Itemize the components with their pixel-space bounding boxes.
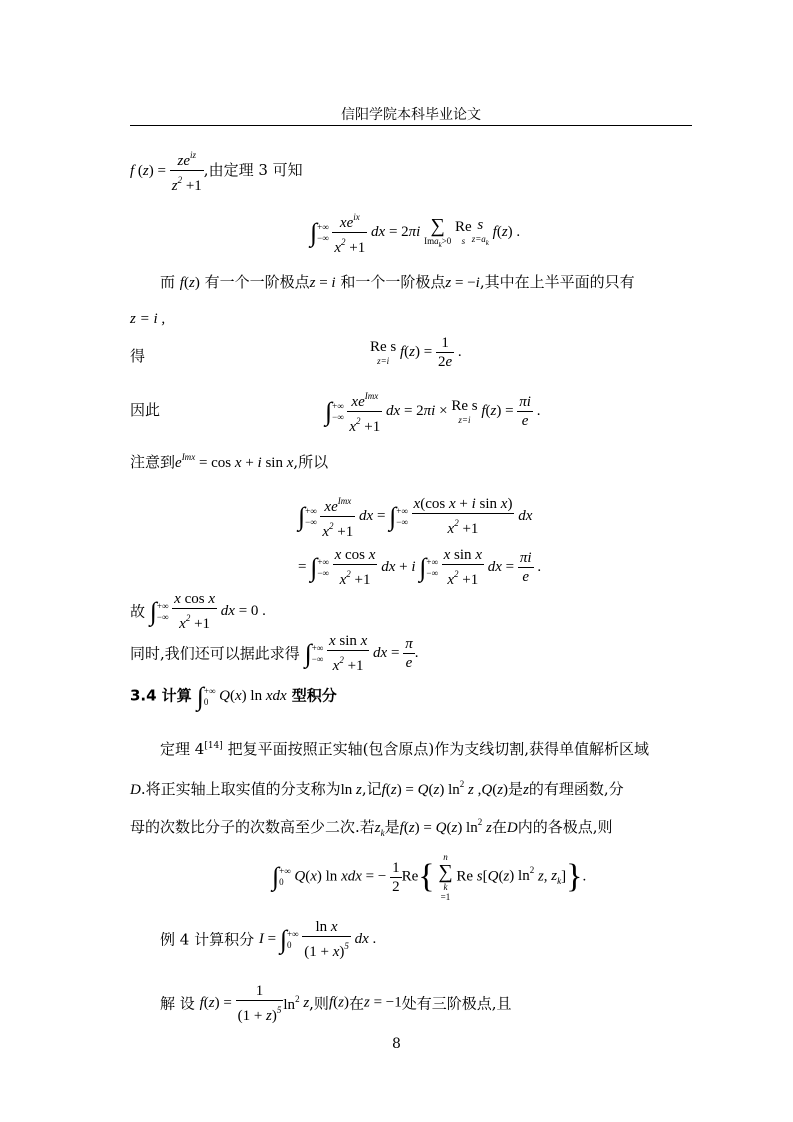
header-rule <box>130 125 692 126</box>
page-number: 8 <box>392 1036 401 1052</box>
theorem-4-line-1: 定理 4[14] 把复平面按照正实轴(包含原点)作为支线切割,获得单值解析区域 <box>160 740 650 758</box>
equation-split-2: = ∫ +∞ −∞ $\frac{\text{x cos x}}{x^2 +1}$ dx + i ∫ +∞ −∞ $\frac{\text{x sin x}}{x^2 +1}$ dx = $\frac{\pi i}{e}$ . <box>298 547 542 588</box>
line-z-equals-i: z = i , <box>130 311 166 327</box>
equation-theorem-4: ∫ +∞ 0 Q(x) ln xdx = − $\frac{1}{2}$ Re{ n ∑ k =1 Re s[Q(z) $\ln^2 z$, $z_k$]}. <box>272 852 587 902</box>
equation-split-1: ∫ +∞ −∞ $\frac{xe^{Imx}}{x^2 +1}$ dx = ∫ +∞ −∞ $\frac{\text{x(cos x + i sin x)}}{x^2 +1}$ dx <box>298 492 532 541</box>
line-poles: 而 f(z) 有一个一阶极点z = i 和一个一阶极点z = −i,其中在上半平面的只有 <box>160 273 635 291</box>
equation-integral-pi-over-e: ∫ +∞ −∞ $\frac{xe^{Imx}}{x^2 +1}$ dx = 2πi × Re s z=i f(z) = $\frac{\pi i}{e}$ . <box>325 387 540 436</box>
line-f-definition: f (z) = $\frac{ze^{iz}}{z^2 +1}$ ,由定理 3 可知 <box>130 146 303 195</box>
equation-residue-sum: ∫ +∞ −∞ $\frac{xe^{ix}}{x^2 +1}$ dx = 2πi ∑ Ima$_k$>0 Re s s $z=a_k$ f(z) . <box>310 208 520 257</box>
equation-residue-value: Re s z=i f(z) = $\frac{1}{2e}$ . <box>370 335 462 370</box>
label-de: 得 <box>130 347 146 365</box>
running-header: 信阳学院本科毕业论文 <box>341 107 481 123</box>
label-yinci: 因此 <box>130 401 161 419</box>
line-also: 同时,我们还可以据此求得 ∫ +∞ −∞ $\frac{\text{x sin x}}{x^2 +1}$ dx = $\frac{\pi}{e}$ . <box>130 633 419 674</box>
theorem-4-line-3: 母的次数比分子的次数高至少二次.若$z_k$是f(z) = Q(z) $\ln^2 z$在D内的各极点,则 <box>130 817 613 838</box>
solution-line: 解 设 f(z) = $\frac{1}{(1 + z)^5}$ $\ln^2 z$,则f(z)在z = −1处有三阶极点,且 <box>160 983 512 1024</box>
theorem-4-line-2: D.将正实轴上取实值的分支称为ln z,记f(z) = Q(z) $\ln^2 z$ ,Q(z)是z的有理函数,分 <box>130 779 624 798</box>
line-therefore: 故 ∫ +∞ −∞ $\frac{\text{x cos x}}{x^2 +1}$ dx = 0 . <box>130 591 266 632</box>
line-euler: 注意到$e^{Imx} = \cos x + i$ sin x,所以 <box>130 452 329 471</box>
section-heading-3-4: 3.4 计算 ∫ +∞ 0 Q(x) ln xdx 型积分 <box>130 682 337 711</box>
example-4: 例 4 计算积分 I = ∫ +∞ 0 $\frac{\text{ln x}}{(1 + x)^5}$ dx . <box>160 919 377 960</box>
